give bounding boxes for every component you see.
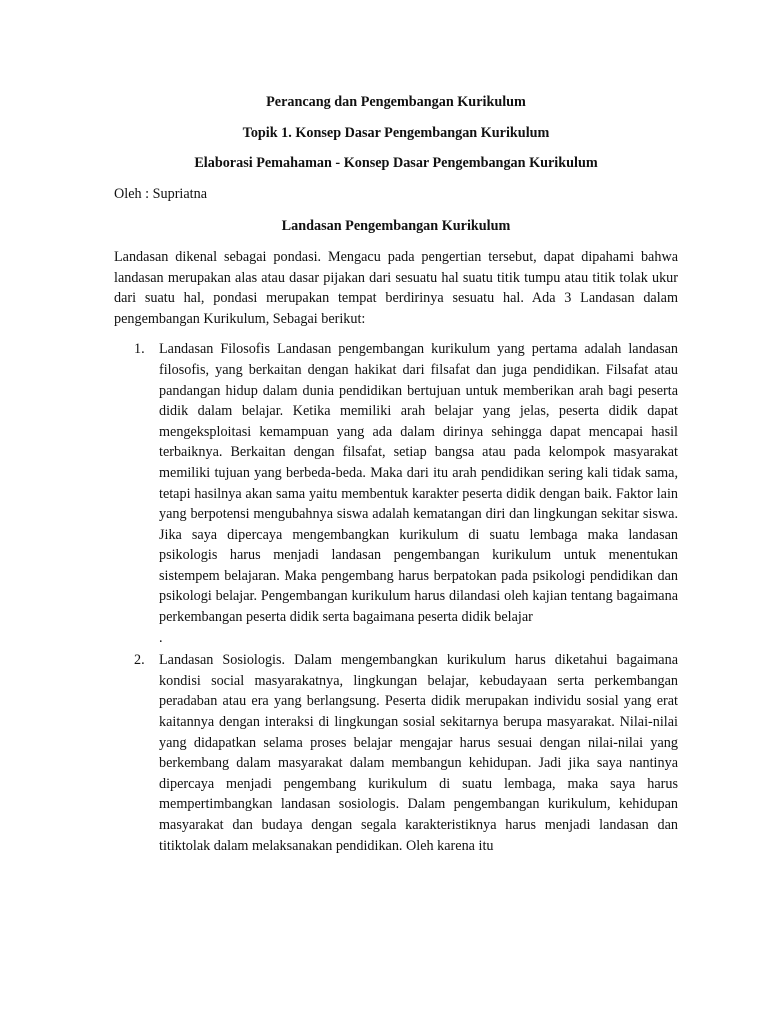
list-item bbox=[114, 339, 678, 648]
elaboration-title: Elaborasi Pemahaman - Konsep Dasar Pengembangan Kurikulum bbox=[194, 155, 598, 172]
landasan-list bbox=[114, 339, 678, 856]
list-item-text: Landasan Sosiologis. Dalam mengembangkan kurikulum harus diketahui bagaimana kondisi social masyarakatnya, lingkungan belajar, kebudayaan serta perkembangan peradaban atau era yang berlangsung. Peserta didik merupakan individu sosial yang erat kaitannya dengan interaksi di lingkungan sosial sekitarnya berupa masyarakat. Nilai-nilai yang didapatkan selama proses belajar mengajar harus sesuai dengan nilai-nilai yang berkembang dalam masyarakat dalam membangun kehidupan. Jadi jika saya nantinya dipercaya menjadi pengembang kurikulum di suatu lembaga, maka saya harus mempertimbangkan landasan sosiologis. Dalam pengembangan kurikulum, kehidupan masyarakat dan budaya dengan segala karakteristiknya harus menjadi landasan dan titiktolak dalam melaksanakan pendidikan. Oleh karena itu bbox=[159, 652, 678, 854]
topic-title: Topik 1. Konsep Dasar Pengembangan Kurikulum bbox=[242, 124, 550, 141]
list-item-trailing-dot: . bbox=[159, 629, 163, 646]
author-line: Oleh : Supriatna bbox=[114, 185, 207, 202]
document-title: Perancang dan Pengembangan Kurikulum bbox=[266, 94, 526, 110]
list-item-number: 1. bbox=[134, 341, 145, 358]
list-item bbox=[114, 650, 678, 856]
list-item-text: Landasan Filosofis Landasan pengembangan kurikulum yang pertama adalah landasan filosofis, yang berkaitan dengan hakikat dari filsafat dan juga pendidikan. Filsafat atau pandangan hidup dalam dunia pendidikan bertujuan untuk memberikan arah bagi peserta didik dalam belajar. Ketika memiliki arah belajar yang jelas, peserta didik dapat mengeksploitasi kemampuan yang ada dalam dirinya sehingga dapat mencapai hasil terbaiknya. Berkaitan dengan filsafat, setiap bangsa atau pada kelompok masyarakat memiliki tujuan yang berbeda-beda. Maka dari itu arah pendidikan sering kali tidak sama, tetapi hasilnya akan sama yaitu membentuk karakter peserta didik dengan baik. Faktor lain yang berpotensi mengubahnya siswa adalah kematangan diri dan lingkungan sekitar siswa. Jika saya dipercaya mengembangkan kurikulum di suatu lembaga maka landasan psikologis harus menjadi landasan pengembangan kurikulum untuk menentukan sistempem belajaran. Maka pengembang harus berpatokan pada psikologi pendidikan dan psikologi belajar. Pengembangan kurikulum harus dilandasi oleh kajian tentang bagaimana perkembangan peserta didik serta bagaimana peserta didik belajar bbox=[159, 341, 678, 626]
list-item-number: 2. bbox=[134, 652, 145, 669]
intro-paragraph: Landasan dikenal sebagai pondasi. Mengacu pada pengertian tersebut, dapat dipahami bahwa landasan merupakan alas atau dasar pijakan dari sesuatu hal suatu titik tumpu atau titik tolak ukur dari suatu hal, pondasi merupakan tempat berdirinya sesuatu hal. Ada 3 Landasan dalam pengembangan Kurikulum, Sebagai berikut: bbox=[114, 248, 678, 327]
section-title: Landasan Pengembangan Kurikulum bbox=[281, 218, 511, 235]
